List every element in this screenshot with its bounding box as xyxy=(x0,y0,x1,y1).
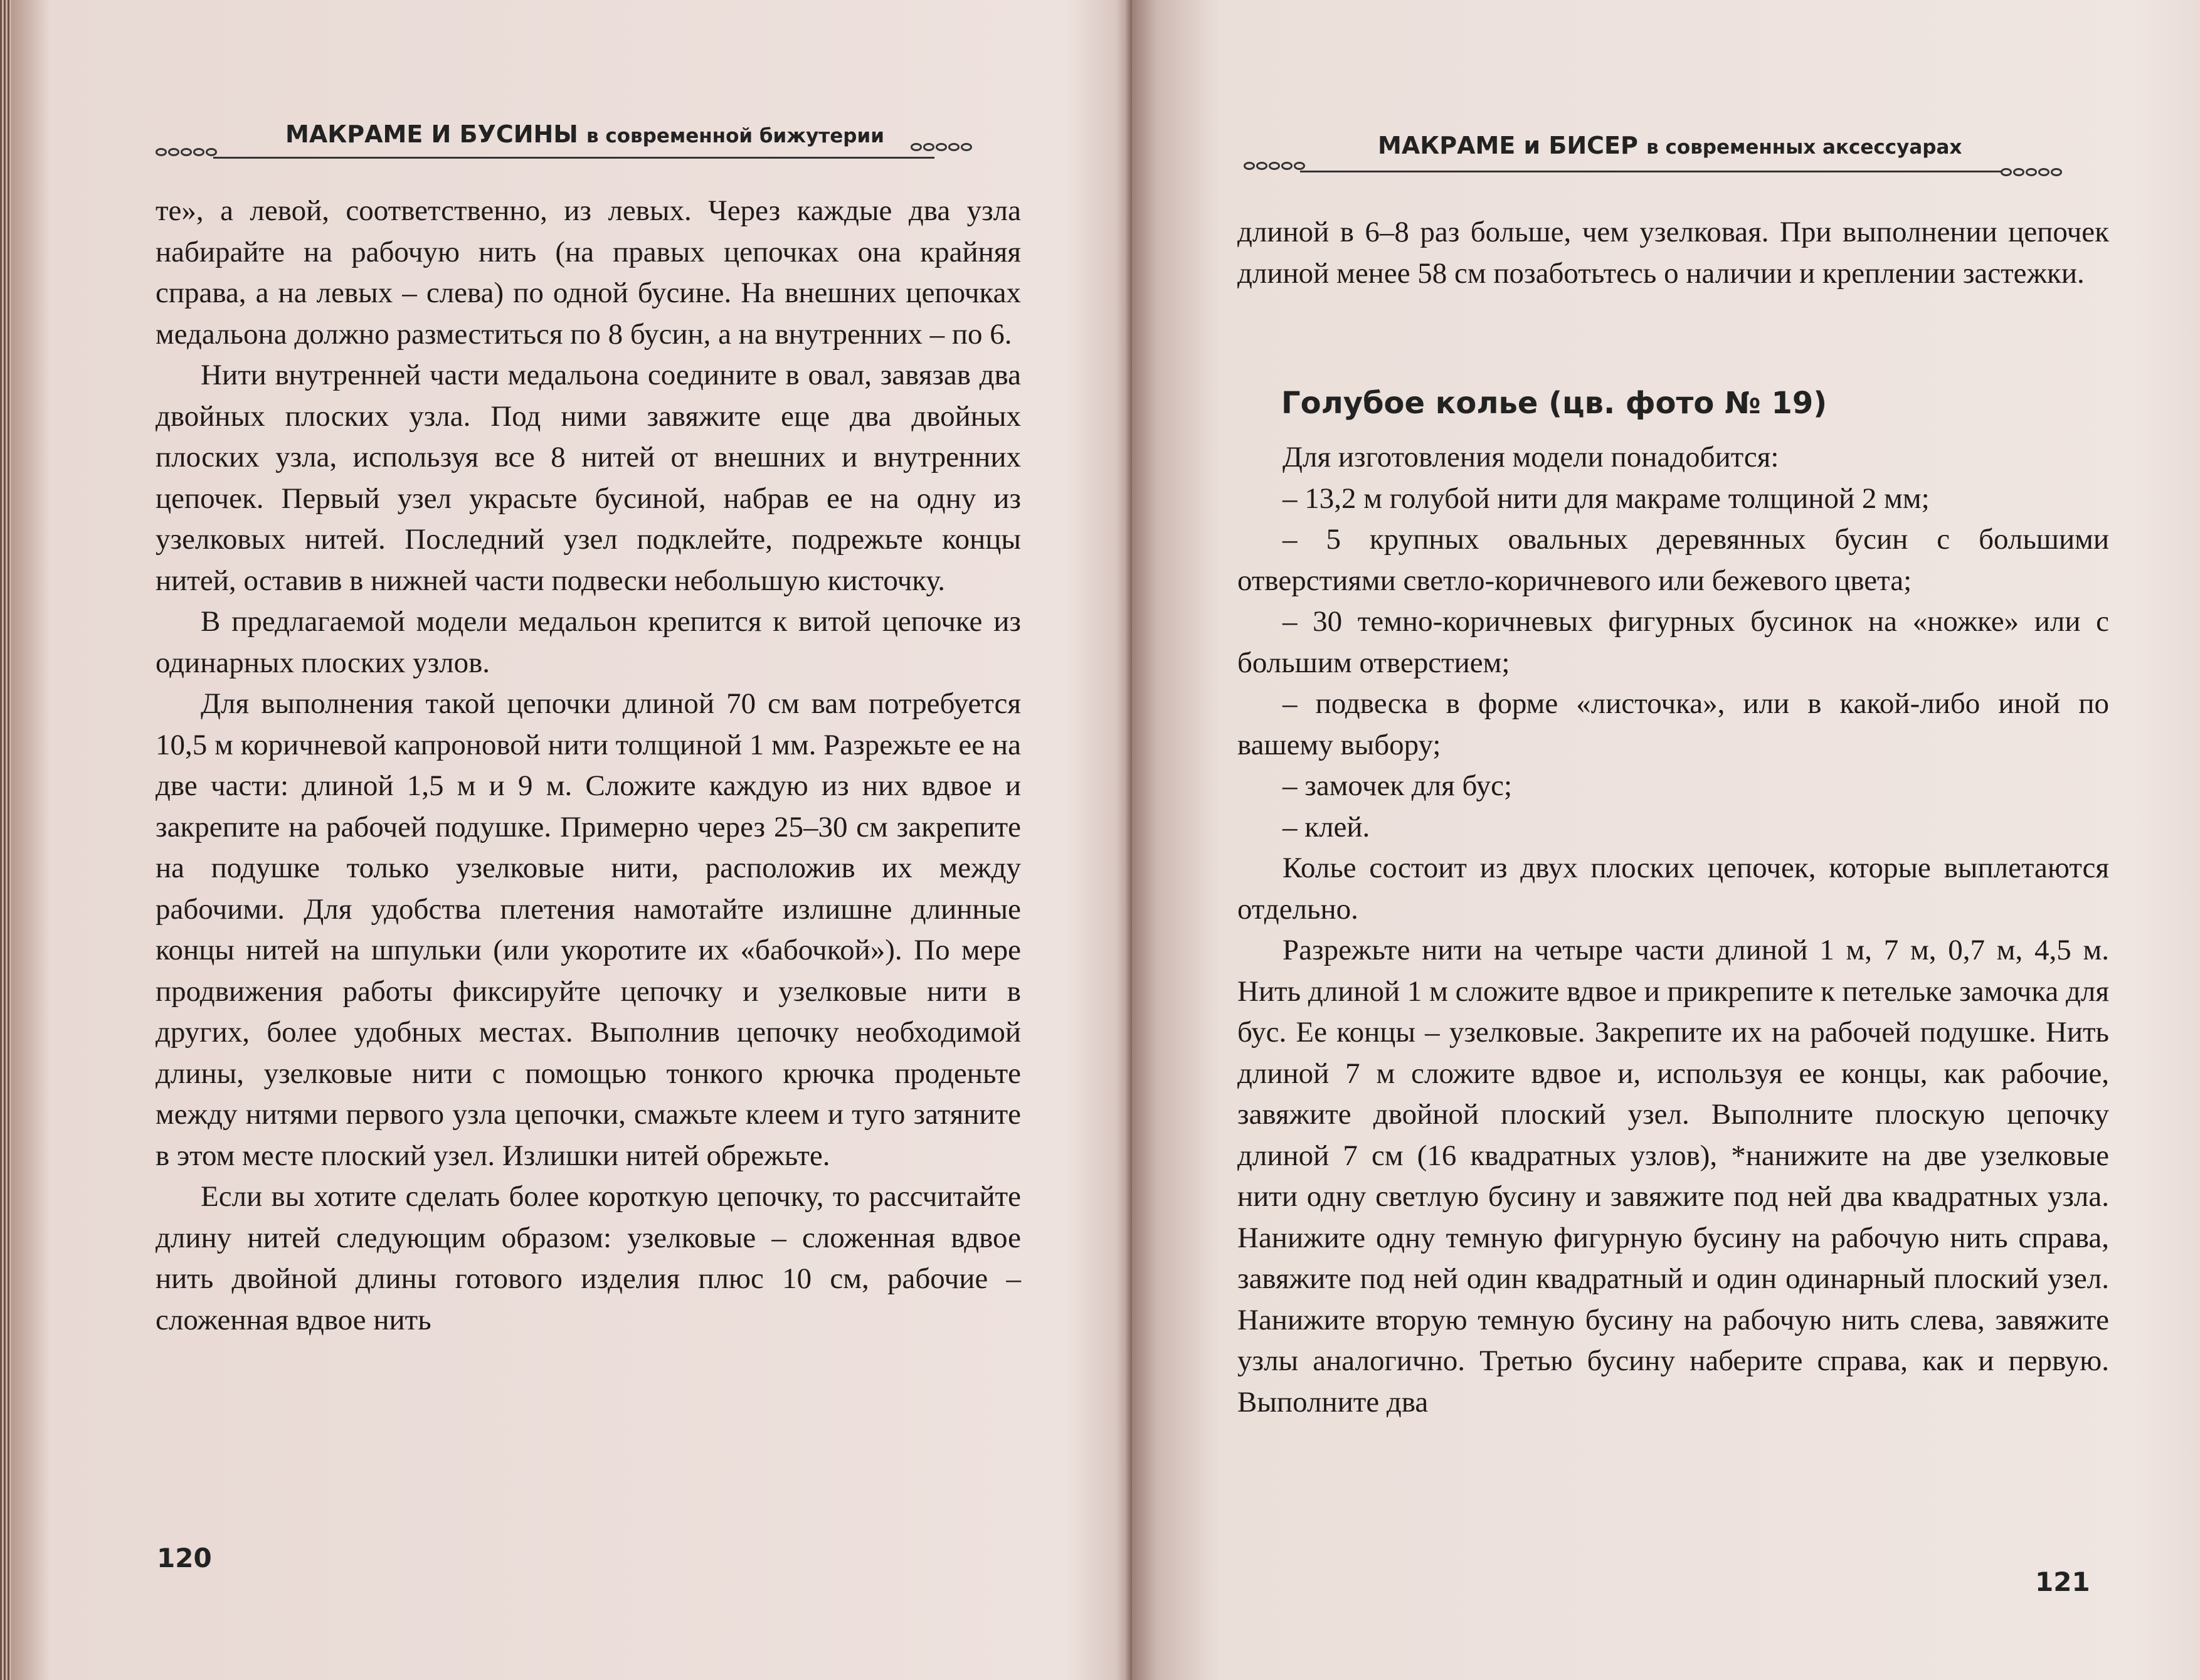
paragraph: В предлагаемой модели медальон крепится к витой цепочке из одинарных плоских узлов. xyxy=(156,605,1021,679)
ornament-right-icon xyxy=(2001,168,2062,176)
paragraph: те», а левой, соответственно, из левых. Через каждые два узла набирайте на рабочую нить (на правых цепочках она крайняя справа, а на левых – слева) по одной бусине. На внешних цепочках медальона должно разместиться по 8 бусин, а на внутренних – по 6. xyxy=(156,194,1021,351)
paragraph: Нити внутренней части медальона соедините в овал, завязав два двойных плоских узла. Под ними завяжите еще два двойных плоских узла, используя все 8 нитей от внешних и внутренних цепочек. Первый узел украсьте бусиной, набрав ее на одну из узелковых нитей. Последний узел подклейте, подрежьте концы нитей, оставив в нижней части подвески небольшую кисточку. xyxy=(156,359,1021,597)
ornament-left-icon xyxy=(156,148,217,156)
right-body-text xyxy=(1237,437,2109,1423)
page-edge-stack xyxy=(0,0,11,1680)
right-running-head xyxy=(1378,132,1962,159)
page-number: 120 xyxy=(157,1543,212,1573)
list-item: – 30 темно-коричневых фигурных бусинок на «ножке» или с большим отверстием; xyxy=(1237,605,2109,679)
paragraph: Если вы хотите сделать более короткую цепочку, то рассчитайте длину нитей следующим образом: узелковые – сложенная вдвое нить двойной длины готового изделия плюс 10 см, рабочие – сложенная вдвое нить xyxy=(156,1180,1021,1336)
header-rule xyxy=(1300,171,2002,172)
list-item: – замочек для бус; xyxy=(1282,769,1513,802)
right-intro-text xyxy=(1237,212,2109,294)
running-head-title: МАКРАМЕ и БИСЕР xyxy=(1378,132,1638,159)
paragraph: Для выполнения такой цепочки длиной 70 см вам потребуется 10,5 м коричневой капроновой нити толщиной 1 мм. Разрежьте ее на две части: длиной 1,5 м и 9 м. Сложите каждую из них вдвое и закрепите на рабочей подушке. Примерно через 25–30 см закрепите на подушке только узелковые нити, расположив их между рабочими. Для удобства плетения намотайте излишне длинные концы нитей на шпульки (или укоротите их «бабочкой»). По мере продвижения работы фиксируйте цепочку и узелковые нити в других, более удобных местах. Выполнив цепочку необходимой длины, узелковые нити с помощью тонкого крючка проденьте между нитями первого узла цепочки, смажьте клеем и туго затяните в этом месте плоский узел. Излишки нитей обрежьте. xyxy=(156,687,1021,1172)
ornament-left-icon xyxy=(1244,162,1305,170)
ornament-right-icon xyxy=(911,143,972,151)
running-head-subtitle: в современной бижутерии xyxy=(586,125,884,147)
list-item: – 5 крупных овальных деревянных бусин с большими отверстиями светло-коричневого или бежевого цвета; xyxy=(1237,523,2109,597)
right-page xyxy=(1132,0,2200,1680)
list-item: – подвеска в форме «листочка», или в какой-либо иной по вашему выбору; xyxy=(1237,687,2109,761)
list-item: – 13,2 м голубой нити для макраме толщиной 2 мм; xyxy=(1282,482,1930,515)
header-rule xyxy=(213,157,934,159)
paragraph: Разрежьте нити на четыре части длиной 1 м, 7 м, 0,7 м, 4,5 м. Нить длиной 1 м сложите вдвое и прикрепите к петельке замочка для бус. Ее концы – узелковые. Закрепите их на рабочей подушке. Нить длиной 7 м сложите вдвое и, используя ее концы, как рабочие, завяжите двойной плоский узел. Выполните плоскую цепочку длиной 7 см (16 квадратных узлов), *нанижите на две узелковые нити одну светлую бусину и завяжите под ней два квадратных узла. Нанижите одну темную фигурную бусину на рабочую нить справа, завяжите под ней один квадратный и один одинарный плоский узел. Нанижите вторую темную бусину на рабочую нить слева, завяжите узлы аналогично. Третью бусину наберите справа, как и первую. Выполните два xyxy=(1237,934,2109,1418)
list-item: – клей. xyxy=(1282,810,1370,843)
left-body-text xyxy=(156,191,1021,1341)
materials-intro: Для изготовления модели понадобится: xyxy=(1282,441,1779,473)
running-head-subtitle: в современных аксессуарах xyxy=(1646,136,1962,159)
section-heading: Голубое колье (цв. фото № 19) xyxy=(1281,386,1827,421)
page-number: 121 xyxy=(2035,1566,2090,1597)
paragraph: Колье состоит из двух плоских цепочек, которые выплетаются отдельно. xyxy=(1237,852,2109,926)
left-running-head xyxy=(285,120,884,148)
running-head-title: МАКРАМЕ И БУСИНЫ xyxy=(285,120,578,148)
paragraph: длиной в 6–8 раз больше, чем узелковая. При выполнении цепочек длиной менее 58 см позаботьтесь о наличии и креплении застежки. xyxy=(1237,216,2109,290)
